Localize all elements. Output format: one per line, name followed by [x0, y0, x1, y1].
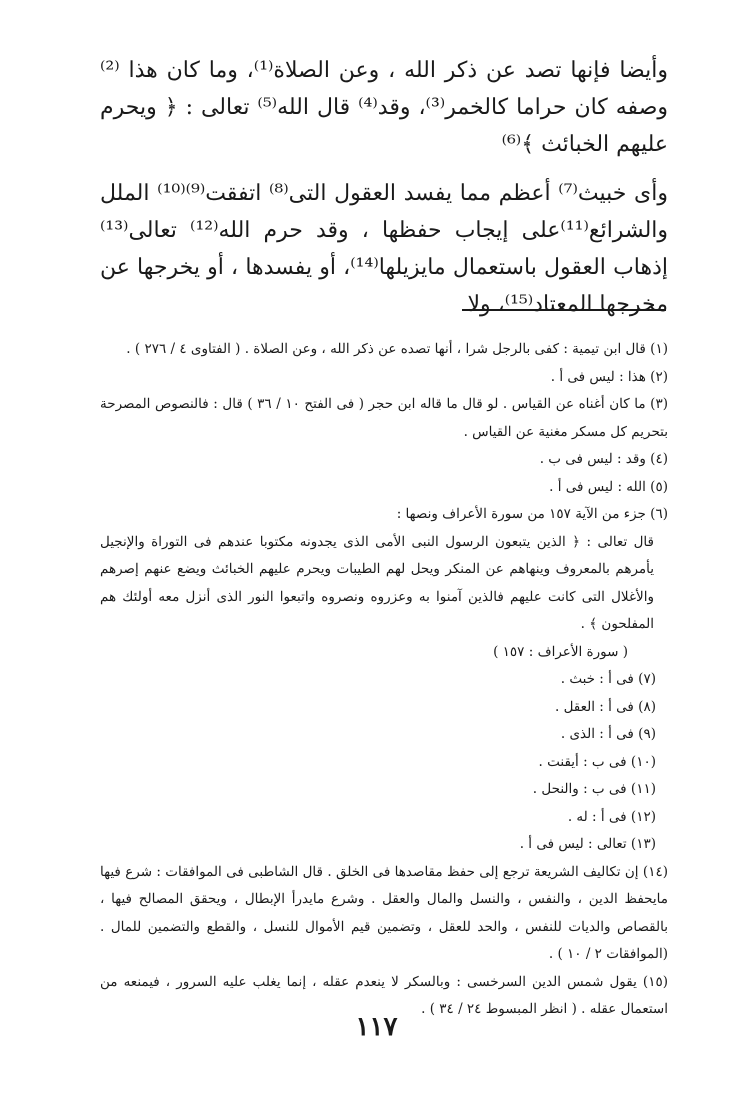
- footnote-number: (٩): [638, 726, 656, 742]
- main-paragraph-1: وأيضا فإنها تصد عن ذكر الله ، وعن الصلاة⁽¹⁾، وما كان هذا ⁽²⁾وصفه كان حراما كالخمر⁽³⁾، وقد⁽⁴⁾ قال الله⁽⁵⁾ تعالى : ﴿ ويحرم عليهم الخبائث ﴾⁽⁶⁾: [100, 58, 668, 157]
- footnote-4: [100, 446, 668, 474]
- footnote-number: (١١): [630, 781, 656, 797]
- footnote-number: (١٤): [642, 863, 668, 880]
- footnote-text: هذا : ليس فى أ .: [550, 368, 646, 385]
- footnote-text: فى أ : له .: [567, 808, 627, 825]
- footnote-9: [100, 721, 668, 749]
- footnote-1: [100, 336, 668, 364]
- footnote-text: جزء من الآية ١٥٧ من سورة الأعراف ونصها :: [396, 506, 646, 522]
- footnote-text: فى أ : العقل .: [554, 698, 634, 715]
- footnote-number: (٨): [638, 698, 656, 715]
- footnote-number: (١): [650, 341, 668, 357]
- footnote-number: (٤): [650, 451, 668, 467]
- footnote-number: (١٥): [642, 973, 668, 990]
- footnote-10: [100, 749, 668, 777]
- footnote-5: [100, 474, 668, 502]
- footnote-number: (٧): [638, 671, 656, 687]
- footnote-6-citation: [100, 639, 668, 667]
- footnote-12: [100, 804, 668, 832]
- footnote-number: (٣): [650, 396, 668, 412]
- footnote-number: (٢): [650, 368, 668, 385]
- footnote-7: [100, 666, 668, 694]
- footnote-8: [100, 694, 668, 722]
- footnotes: [100, 336, 668, 1024]
- footnote-separator: [462, 309, 666, 311]
- footnote-13: [100, 831, 668, 859]
- footnote-6: [100, 501, 668, 529]
- footnote-6-quran-quote: [100, 529, 668, 639]
- footnote-text: يقول شمس الدين السرخسى : وبالسكر لا ينعدم عقله ، إنما يغلب عليه السرور ، فيمنعه من استعمال عقله . ( انظر المبسوط ٢٤ / ٣٤ ) .: [100, 973, 668, 1017]
- footnote-11: [100, 776, 668, 804]
- footnote-text: قال ابن تيمية : كفى بالرجل شرا ، أنها تصده عن ذكر الله ، وعن الصلاة . ( الفتاوى ٤ / ٢٧٦ ) .: [126, 341, 646, 357]
- footnote-3: [100, 391, 668, 446]
- footnote-text: ما كان أغناه عن القياس . لو قال ما قاله ابن حجر ( فى الفتح ١٠ / ٣٦ ) قال : فالنصوص المصرحة بتحريم كل مسكر مغنية عن القياس .: [100, 396, 668, 440]
- footnote-text: وقد : ليس فى ب .: [539, 451, 646, 467]
- footnote-text: إن تكاليف الشريعة ترجع إلى حفظ مقاصدها فى الخلق . قال الشاطبى فى الموافقات : شرع فيها مايحفظ الدين ، والنفس ، والنسل والمال والعقل . وشرع مايدرأ الإبطال ، ويحقق المصالح فيها ، بالقصاص والديات للنفس ، والحد للعقل ، وتضمين قيم الأموال للنسل ، والقطع والتضمين للمال . (الموافقات ٢ / ١٠ ) .: [100, 863, 668, 962]
- footnote-text: تعالى : ليس فى أ .: [519, 836, 627, 852]
- footnote-14: [100, 859, 668, 969]
- main-paragraph-2: وأى خبيث⁽⁷⁾ أعظم مما يفسد العقول التى⁽⁸⁾ اتفقت⁽⁹⁾⁽¹⁰⁾ الملل والشرائع⁽¹¹⁾على إيجاب حفظها ، وقد حرم الله⁽¹²⁾ تعالى⁽¹³⁾ إذهاب العقول باستعمال مايزيلها⁽¹⁴⁾، أو يفسدها ، أو يخرجها عن مخرجها المعتاد⁽¹⁵⁾، ولا: [100, 181, 669, 317]
- footnote-2: [100, 364, 668, 392]
- footnote-text: الله : ليس فى أ .: [549, 478, 646, 495]
- footnote-number: (٦): [650, 506, 668, 522]
- footnote-number: (١٢): [630, 808, 656, 825]
- footnote-number: (٥): [650, 478, 668, 495]
- footnote-text: قال تعالى : ﴿ الذين يتبعون الرسول النبى الأمى الذى يجدونه مكتوبا عندهم فى التوراة والإنجيل يأمرهم بالمعروف وينهاهم عن المنكر ويحل لهم الطيبات ويحرم عليهم الخبائث ويضع عنهم إصرهم والأغلال التى كانت عليهم فالذين آمنوا به وعزروه ونصروه واتبعوا النور الذى أنزل معه أولئك هم المفلحون ﴾ .: [100, 533, 654, 632]
- footnote-text: فى أ : الذى .: [560, 726, 634, 742]
- footnote-number: (١٠): [630, 753, 656, 770]
- footnote-number: (١٣): [630, 836, 656, 852]
- page-number: ١١٧: [355, 1012, 398, 1042]
- footnote-text: فى ب : أيقنت .: [538, 753, 627, 770]
- footnote-text: ( سورة الأعراف : ١٥٧ ): [493, 643, 628, 660]
- footnote-text: فى ب : والنحل .: [532, 781, 627, 797]
- footnote-text: فى أ : خبث .: [560, 671, 634, 687]
- main-text: [100, 52, 668, 323]
